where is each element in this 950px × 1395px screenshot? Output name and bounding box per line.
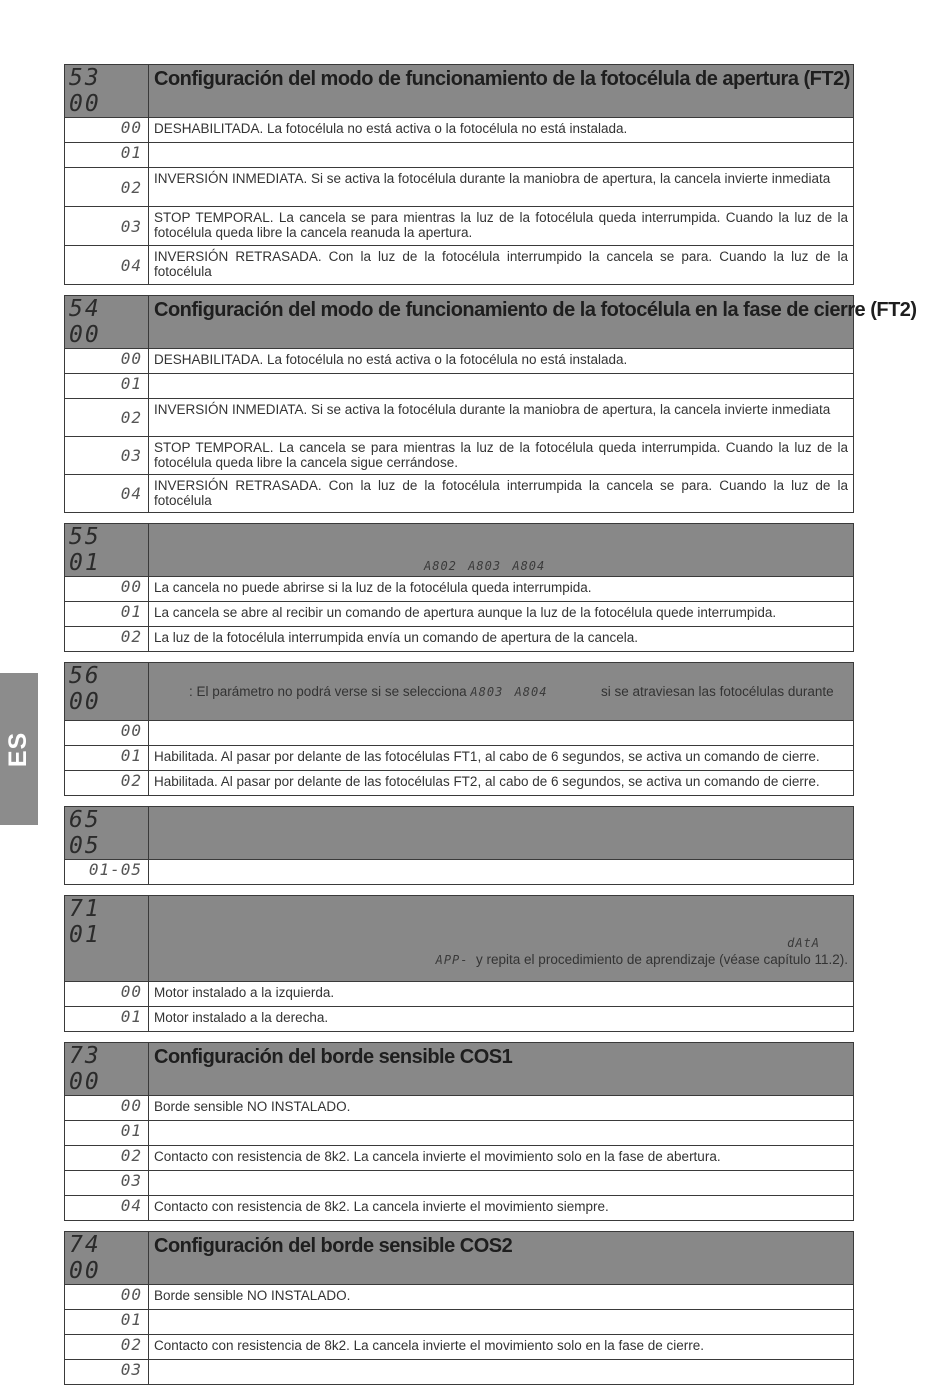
option-description: Contacto con resistencia de 8k2. La cancela invierte el movimiento siempre. bbox=[149, 1196, 854, 1221]
option-description bbox=[149, 1171, 854, 1196]
option-code: 01 bbox=[65, 602, 149, 627]
option-code: 03 bbox=[65, 1360, 149, 1385]
option-description: Motor instalado a la izquierda. bbox=[149, 982, 854, 1007]
option-code: 01 bbox=[65, 374, 149, 399]
lcd-value: A804 bbox=[514, 685, 548, 699]
language-tab bbox=[0, 673, 38, 825]
section-53 bbox=[64, 64, 854, 285]
section-note bbox=[149, 524, 854, 577]
section-title: Configuración del borde sensible COS2 bbox=[149, 1232, 854, 1285]
note-text: : El parámetro no podrá verse si se selecciona bbox=[189, 684, 467, 699]
parameter-sections bbox=[64, 64, 917, 1395]
section-note bbox=[149, 663, 854, 721]
section-code: 53 00 bbox=[65, 65, 149, 118]
section-code: 71 01 bbox=[65, 896, 149, 982]
lcd-value: A804 bbox=[512, 559, 546, 573]
option-description: DESHABILITADA. La fotocélula no está activa o la fotocélula no está instalada. bbox=[149, 349, 854, 374]
option-description bbox=[149, 860, 854, 885]
section-code: 54 00 bbox=[65, 296, 149, 349]
lcd-value: A803 bbox=[470, 685, 504, 699]
option-code: 00 bbox=[65, 1096, 149, 1121]
lcd-value: dAtA bbox=[787, 936, 820, 950]
option-code: 02 bbox=[65, 771, 149, 796]
option-code: 04 bbox=[65, 246, 149, 285]
section-71 bbox=[64, 895, 854, 1032]
option-description: La cancela no puede abrirse si la luz de la fotocélula queda interrumpida. bbox=[149, 577, 854, 602]
option-description: Habilitada. Al pasar por delante de las fotocélulas FT1, al cabo de 6 segundos, se activa un comando de cierre. bbox=[149, 746, 854, 771]
lcd-value: APP- bbox=[435, 953, 469, 967]
section-73 bbox=[64, 1042, 854, 1221]
section-65 bbox=[64, 806, 854, 885]
option-description: Borde sensible NO INSTALADO. bbox=[149, 1096, 854, 1121]
option-code: 01-05 bbox=[65, 860, 149, 885]
option-description: Motor instalado a la derecha. bbox=[149, 1007, 854, 1032]
option-code: 00 bbox=[65, 1285, 149, 1310]
option-code: 01 bbox=[65, 1121, 149, 1146]
section-74 bbox=[64, 1231, 854, 1385]
section-54 bbox=[64, 295, 917, 513]
option-code: 02 bbox=[65, 1146, 149, 1171]
option-description bbox=[149, 374, 854, 399]
option-code: 02 bbox=[65, 399, 149, 437]
section-code: 73 00 bbox=[65, 1043, 149, 1096]
section-title: Configuración del modo de funcionamiento de la fotocélula en la fase de cierre (FT2) bbox=[149, 296, 854, 349]
option-description: STOP TEMPORAL. La cancela se para mientras la luz de la fotocélula queda interrumpida. Cuando la luz de la fotocélula queda libre la cancela sigue cerrándose. bbox=[149, 437, 854, 475]
option-description bbox=[149, 721, 854, 746]
section-55 bbox=[64, 523, 854, 652]
section-title: Configuración del borde sensible COS1 bbox=[149, 1043, 854, 1096]
option-code: 02 bbox=[65, 627, 149, 652]
option-description bbox=[149, 1360, 854, 1385]
option-description bbox=[149, 1121, 854, 1146]
option-code: 03 bbox=[65, 437, 149, 475]
option-code: 01 bbox=[65, 143, 149, 168]
option-description: La cancela se abre al recibir un comando de apertura aunque la luz de la fotocélula quede interrumpida. bbox=[149, 602, 854, 627]
option-code: 04 bbox=[65, 1196, 149, 1221]
option-description bbox=[149, 143, 854, 168]
option-code: 01 bbox=[65, 1007, 149, 1032]
option-code: 01 bbox=[65, 746, 149, 771]
language-tab-label: ES bbox=[4, 731, 33, 767]
note-text: y repita el procedimiento de aprendizaje (véase capítulo 11.2). bbox=[476, 952, 848, 967]
option-code: 03 bbox=[65, 207, 149, 246]
option-code: 01 bbox=[65, 1310, 149, 1335]
option-code: 00 bbox=[65, 577, 149, 602]
option-description: Borde sensible NO INSTALADO. bbox=[149, 1285, 854, 1310]
section-code: 55 01 bbox=[65, 524, 149, 577]
option-code: 00 bbox=[65, 349, 149, 374]
option-description: Contacto con resistencia de 8k2. La cancela invierte el movimiento solo en la fase de abertura. bbox=[149, 1146, 854, 1171]
section-title bbox=[149, 807, 854, 860]
option-description: INVERSIÓN RETRASADA. Con la luz de la fotocélula interrumpido la cancela se para. Cuando la luz de la fotocélula bbox=[149, 246, 854, 285]
option-description: Habilitada. Al pasar por delante de las fotocélulas FT2, al cabo de 6 segundos, se activa un comando de cierre. bbox=[149, 771, 854, 796]
option-code: 03 bbox=[65, 1171, 149, 1196]
option-description: INVERSIÓN RETRASADA. Con la luz de la fotocélula interrumpida la cancela se para. Cuando la luz de la fotocélula bbox=[149, 475, 854, 513]
section-title: Configuración del modo de funcionamiento de la fotocélula de apertura (FT2) bbox=[149, 65, 854, 118]
option-description: Contacto con resistencia de 8k2. La cancela invierte el movimiento solo en la fase de cierre. bbox=[149, 1335, 854, 1360]
option-description: La luz de la fotocélula interrumpida envía un comando de apertura de la cancela. bbox=[149, 627, 854, 652]
option-code: 04 bbox=[65, 475, 149, 513]
section-56 bbox=[64, 662, 854, 796]
lcd-value: A803 bbox=[468, 559, 502, 573]
option-description: INVERSIÓN INMEDIATA. Si se activa la fotocélula durante la maniobra de apertura, la cancela invierte inmediata bbox=[149, 168, 854, 207]
section-code: 56 00 bbox=[65, 663, 149, 721]
option-code: 02 bbox=[65, 1335, 149, 1360]
section-code: 74 00 bbox=[65, 1232, 149, 1285]
option-code: 02 bbox=[65, 168, 149, 207]
option-description: INVERSIÓN INMEDIATA. Si se activa la fotocélula durante la maniobra de apertura, la cancela invierte inmediata bbox=[149, 399, 854, 437]
option-description bbox=[149, 1310, 854, 1335]
section-code: 65 05 bbox=[65, 807, 149, 860]
option-description: DESHABILITADA. La fotocélula no está activa o la fotocélula no está instalada. bbox=[149, 118, 854, 143]
section-note bbox=[149, 896, 854, 982]
option-code: 00 bbox=[65, 982, 149, 1007]
option-code: 00 bbox=[65, 118, 149, 143]
option-code: 00 bbox=[65, 721, 149, 746]
note-text: si se atraviesan las fotocélulas durante bbox=[601, 684, 834, 699]
lcd-value: A802 bbox=[424, 559, 457, 573]
option-description: STOP TEMPORAL. La cancela se para mientras la luz de la fotocélula queda interrumpida. Cuando la luz de la fotocélula queda libre la cancela reanuda la apertura. bbox=[149, 207, 854, 246]
